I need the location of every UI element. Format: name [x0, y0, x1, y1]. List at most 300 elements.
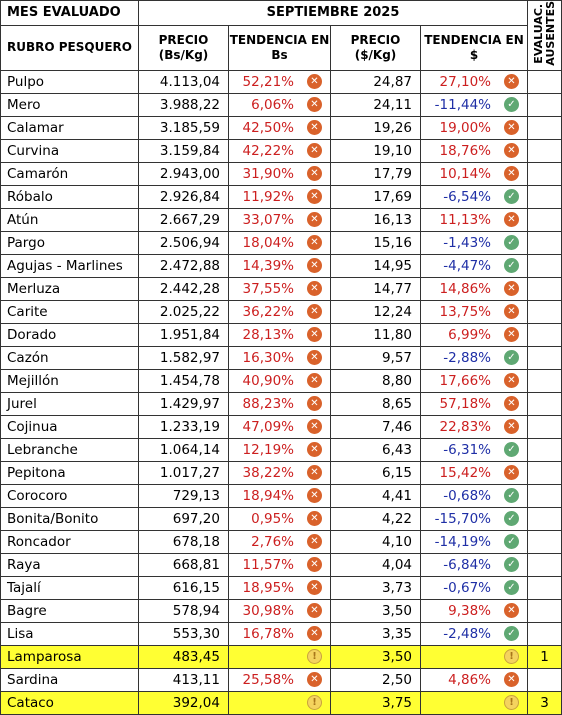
trend-value: 19,00% — [439, 119, 491, 136]
precio-usd: 3,50 — [331, 645, 421, 668]
decrease-check-icon: ✓ — [504, 534, 519, 549]
precio-usd: 19,10 — [331, 139, 421, 162]
increase-x-icon: ✕ — [504, 419, 519, 434]
tendencia-usd — [421, 484, 528, 507]
rubro-name: Dorado — [1, 323, 139, 346]
ausentes-count — [528, 70, 562, 93]
trend-value: -2,88% — [443, 349, 491, 366]
ausentes-count — [528, 300, 562, 323]
precio-bs: 553,30 — [139, 622, 229, 645]
precio-usd: 24,87 — [331, 70, 421, 93]
tendencia-usd — [421, 70, 528, 93]
rubro-name: Lamparosa — [1, 645, 139, 668]
increase-x-icon: ✕ — [504, 212, 519, 227]
decrease-check-icon: ✓ — [504, 626, 519, 641]
increase-x-icon: ✕ — [307, 212, 322, 227]
decrease-check-icon: ✓ — [504, 580, 519, 595]
increase-x-icon: ✕ — [307, 396, 322, 411]
warning-icon: ! — [504, 649, 519, 664]
tendencia-usd — [421, 438, 528, 461]
table-row — [1, 300, 562, 323]
table-row — [1, 139, 562, 162]
ausentes-count — [528, 208, 562, 231]
precio-usd: 4,10 — [331, 530, 421, 553]
trend-value: 52,21% — [242, 73, 294, 90]
increase-x-icon: ✕ — [307, 488, 322, 503]
decrease-check-icon: ✓ — [504, 350, 519, 365]
tendencia-bs — [229, 369, 331, 392]
trend-value: 0,95% — [251, 510, 294, 527]
tendencia-usd — [421, 415, 528, 438]
rubro-name: Mejillón — [1, 369, 139, 392]
trend-value: 40,90% — [242, 372, 294, 389]
tendencia-bs — [229, 645, 331, 668]
trend-value: 18,76% — [439, 142, 491, 159]
precio-usd: 17,69 — [331, 185, 421, 208]
precio-bs: 2.667,29 — [139, 208, 229, 231]
trend-value: -0,67% — [443, 579, 491, 596]
trend-value: 31,90% — [242, 165, 294, 182]
ausentes-count — [528, 507, 562, 530]
precio-usd: 6,15 — [331, 461, 421, 484]
increase-x-icon: ✕ — [504, 281, 519, 296]
precio-usd: 24,11 — [331, 93, 421, 116]
precio-usd: 4,04 — [331, 553, 421, 576]
trend-value: 11,57% — [242, 556, 294, 573]
increase-x-icon: ✕ — [504, 120, 519, 135]
tendencia-bs — [229, 70, 331, 93]
increase-x-icon: ✕ — [307, 327, 322, 342]
trend-value: 2,76% — [251, 533, 294, 550]
precio-bs: 392,04 — [139, 691, 229, 714]
trend-value: 36,22% — [242, 303, 294, 320]
warning-icon: ! — [307, 649, 322, 664]
table-row — [1, 392, 562, 415]
tendencia-usd — [421, 162, 528, 185]
ausentes-count — [528, 346, 562, 369]
precio-bs: 4.113,04 — [139, 70, 229, 93]
rubro-name: Pargo — [1, 231, 139, 254]
increase-x-icon: ✕ — [307, 442, 322, 457]
table-body — [1, 70, 562, 714]
trend-value: 4,86% — [448, 671, 491, 688]
mes-evaluado-label: MES EVALUADO — [1, 1, 139, 26]
precio-bs: 3.159,84 — [139, 139, 229, 162]
tendencia-bs — [229, 553, 331, 576]
precio-bs: 1.064,14 — [139, 438, 229, 461]
increase-x-icon: ✕ — [504, 74, 519, 89]
tendencia-usd — [421, 622, 528, 645]
table-row — [1, 369, 562, 392]
rubro-name: Raya — [1, 553, 139, 576]
increase-x-icon: ✕ — [307, 603, 322, 618]
trend-value: 27,10% — [439, 73, 491, 90]
precio-usd: 3,35 — [331, 622, 421, 645]
decrease-check-icon: ✓ — [504, 235, 519, 250]
rubro-name: Cazón — [1, 346, 139, 369]
trend-value: 18,95% — [242, 579, 294, 596]
trend-value: 16,78% — [242, 625, 294, 642]
ausentes-header — [528, 1, 562, 71]
precio-bs: 1.582,97 — [139, 346, 229, 369]
trend-value: 42,22% — [242, 142, 294, 159]
increase-x-icon: ✕ — [307, 557, 322, 572]
trend-value: -6,54% — [443, 188, 491, 205]
increase-x-icon: ✕ — [307, 258, 322, 273]
table-row — [1, 208, 562, 231]
increase-x-icon: ✕ — [307, 373, 322, 388]
table-row — [1, 461, 562, 484]
increase-x-icon: ✕ — [504, 672, 519, 687]
ausentes-count — [528, 553, 562, 576]
increase-x-icon: ✕ — [504, 465, 519, 480]
increase-x-icon: ✕ — [307, 235, 322, 250]
trend-value: 33,07% — [242, 211, 294, 228]
tendencia-bs — [229, 507, 331, 530]
warning-icon: ! — [504, 695, 519, 710]
precio-bs: 1.951,84 — [139, 323, 229, 346]
rubro-name: Lisa — [1, 622, 139, 645]
tend-usd-header: TENDENCIA EN $ — [421, 25, 528, 70]
increase-x-icon: ✕ — [307, 626, 322, 641]
tendencia-usd — [421, 553, 528, 576]
precio-usd: 3,73 — [331, 576, 421, 599]
tendencia-usd — [421, 392, 528, 415]
rubro-name: Tajalí — [1, 576, 139, 599]
warning-icon: ! — [307, 695, 322, 710]
decrease-check-icon: ✓ — [504, 557, 519, 572]
rubro-name: Lebranche — [1, 438, 139, 461]
tendencia-usd — [421, 461, 528, 484]
rubro-name: Cojinua — [1, 415, 139, 438]
trend-value: 18,04% — [242, 234, 294, 251]
ausentes-count — [528, 599, 562, 622]
precio-bs: 413,11 — [139, 668, 229, 691]
precio-bs: 483,45 — [139, 645, 229, 668]
increase-x-icon: ✕ — [504, 166, 519, 181]
rubro-name: Sardina — [1, 668, 139, 691]
precio-usd: 7,46 — [331, 415, 421, 438]
ausentes-count — [528, 185, 562, 208]
precio-usd: 14,77 — [331, 277, 421, 300]
ausentes-count — [528, 277, 562, 300]
trend-value: 30,98% — [242, 602, 294, 619]
precio-usd: 4,22 — [331, 507, 421, 530]
rubro-name: Pulpo — [1, 70, 139, 93]
ausentes-count — [528, 461, 562, 484]
tendencia-usd — [421, 346, 528, 369]
precio-bs: 616,15 — [139, 576, 229, 599]
table-row — [1, 645, 562, 668]
precio-usd: 9,57 — [331, 346, 421, 369]
tendencia-usd — [421, 599, 528, 622]
precio-usd-header: PRECIO ($/Kg) — [331, 25, 421, 70]
precio-usd: 11,80 — [331, 323, 421, 346]
ausentes-count: 1 — [528, 645, 562, 668]
table-row — [1, 507, 562, 530]
tendencia-usd — [421, 139, 528, 162]
tendencia-bs — [229, 300, 331, 323]
tendencia-bs — [229, 208, 331, 231]
rubro-name: Mero — [1, 93, 139, 116]
tendencia-bs — [229, 231, 331, 254]
tendencia-usd — [421, 668, 528, 691]
tendencia-bs — [229, 392, 331, 415]
increase-x-icon: ✕ — [307, 465, 322, 480]
increase-x-icon: ✕ — [307, 534, 322, 549]
tendencia-usd — [421, 576, 528, 599]
precio-bs: 3.185,59 — [139, 116, 229, 139]
tendencia-bs — [229, 346, 331, 369]
ausentes-count — [528, 622, 562, 645]
table-row — [1, 185, 562, 208]
rubro-name: Calamar — [1, 116, 139, 139]
increase-x-icon: ✕ — [307, 304, 322, 319]
ausentes-count — [528, 116, 562, 139]
ausentes-count — [528, 93, 562, 116]
trend-value: 42,50% — [242, 119, 294, 136]
increase-x-icon: ✕ — [504, 304, 519, 319]
tendencia-usd — [421, 231, 528, 254]
precio-usd: 2,50 — [331, 668, 421, 691]
table-row — [1, 576, 562, 599]
increase-x-icon: ✕ — [307, 74, 322, 89]
trend-value: 14,39% — [242, 257, 294, 274]
increase-x-icon: ✕ — [307, 419, 322, 434]
rubro-name: Corocoro — [1, 484, 139, 507]
ausentes-label: EVALUAC. AUSENTES — [531, 1, 557, 66]
rubro-name: Róbalo — [1, 185, 139, 208]
precio-bs-header: PRECIO (Bs/Kg) — [139, 25, 229, 70]
trend-value: 6,99% — [448, 326, 491, 343]
tendencia-usd — [421, 277, 528, 300]
rubro-name: Cataco — [1, 691, 139, 714]
table-row — [1, 93, 562, 116]
tendencia-usd — [421, 208, 528, 231]
trend-value: 16,30% — [242, 349, 294, 366]
precio-bs: 1.429,97 — [139, 392, 229, 415]
trend-value: 17,66% — [439, 372, 491, 389]
trend-value: 13,75% — [439, 303, 491, 320]
precio-usd: 14,95 — [331, 254, 421, 277]
trend-value: -1,43% — [443, 234, 491, 251]
increase-x-icon: ✕ — [504, 603, 519, 618]
precio-bs: 2.025,22 — [139, 300, 229, 323]
precio-usd: 8,80 — [331, 369, 421, 392]
tendencia-bs — [229, 484, 331, 507]
tendencia-bs — [229, 599, 331, 622]
precio-usd: 3,50 — [331, 599, 421, 622]
precio-usd: 3,75 — [331, 691, 421, 714]
table-row — [1, 70, 562, 93]
trend-value: -4,47% — [443, 257, 491, 274]
precio-usd: 6,43 — [331, 438, 421, 461]
month-label: SEPTIEMBRE 2025 — [139, 1, 528, 26]
ausentes-count — [528, 530, 562, 553]
precio-usd: 8,65 — [331, 392, 421, 415]
trend-value: 6,06% — [251, 96, 294, 113]
tendencia-usd — [421, 300, 528, 323]
trend-value: 47,09% — [242, 418, 294, 435]
increase-x-icon: ✕ — [307, 166, 322, 181]
precio-bs: 2.926,84 — [139, 185, 229, 208]
table-row — [1, 116, 562, 139]
trend-value: 22,83% — [439, 418, 491, 435]
table-row — [1, 162, 562, 185]
precio-usd: 17,79 — [331, 162, 421, 185]
ausentes-count — [528, 139, 562, 162]
precio-bs: 1.233,19 — [139, 415, 229, 438]
trend-value: -14,19% — [434, 533, 491, 550]
increase-x-icon: ✕ — [307, 350, 322, 365]
decrease-check-icon: ✓ — [504, 189, 519, 204]
trend-value: 38,22% — [242, 464, 294, 481]
table-row — [1, 231, 562, 254]
ausentes-count — [528, 369, 562, 392]
rubro-name: Camarón — [1, 162, 139, 185]
tendencia-usd — [421, 507, 528, 530]
precio-bs: 2.943,00 — [139, 162, 229, 185]
tendencia-usd — [421, 645, 528, 668]
increase-x-icon: ✕ — [504, 396, 519, 411]
precio-bs: 578,94 — [139, 599, 229, 622]
tendencia-bs — [229, 415, 331, 438]
trend-value: 88,23% — [242, 395, 294, 412]
precio-bs: 1.454,78 — [139, 369, 229, 392]
increase-x-icon: ✕ — [504, 373, 519, 388]
table-row — [1, 277, 562, 300]
trend-value: -15,70% — [434, 510, 491, 527]
tendencia-bs — [229, 530, 331, 553]
rubro-name: Atún — [1, 208, 139, 231]
precio-bs: 2.472,88 — [139, 254, 229, 277]
tendencia-bs — [229, 185, 331, 208]
trend-value: 18,94% — [242, 487, 294, 504]
tendencia-bs — [229, 93, 331, 116]
tendencia-bs — [229, 277, 331, 300]
table-row — [1, 346, 562, 369]
rubro-name: Merluza — [1, 277, 139, 300]
rubro-name: Roncador — [1, 530, 139, 553]
trend-value: 11,13% — [439, 211, 491, 228]
trend-value: 9,38% — [448, 602, 491, 619]
rubro-name: Pepitona — [1, 461, 139, 484]
precio-bs: 697,20 — [139, 507, 229, 530]
ausentes-count — [528, 231, 562, 254]
ausentes-count — [528, 668, 562, 691]
increase-x-icon: ✕ — [504, 327, 519, 342]
rubro-header: RUBRO PESQUERO — [1, 25, 139, 70]
trend-value: 37,55% — [242, 280, 294, 297]
trend-value: -6,31% — [443, 441, 491, 458]
tend-bs-header: TENDENCIA EN Bs — [229, 25, 331, 70]
table-row — [1, 530, 562, 553]
rubro-name: Curvina — [1, 139, 139, 162]
increase-x-icon: ✕ — [307, 143, 322, 158]
tendencia-bs — [229, 254, 331, 277]
ausentes-count — [528, 254, 562, 277]
tendencia-usd — [421, 369, 528, 392]
trend-value: 12,19% — [242, 441, 294, 458]
tendencia-usd — [421, 530, 528, 553]
table-row — [1, 415, 562, 438]
tendencia-usd — [421, 116, 528, 139]
decrease-check-icon: ✓ — [504, 442, 519, 457]
decrease-check-icon: ✓ — [504, 258, 519, 273]
precio-bs: 729,13 — [139, 484, 229, 507]
tendencia-bs — [229, 461, 331, 484]
ausentes-count — [528, 392, 562, 415]
trend-value: 57,18% — [439, 395, 491, 412]
ausentes-count — [528, 323, 562, 346]
decrease-check-icon: ✓ — [504, 488, 519, 503]
ausentes-count: 3 — [528, 691, 562, 714]
rubro-name: Bonita/Bonito — [1, 507, 139, 530]
ausentes-count — [528, 415, 562, 438]
precio-bs: 1.017,27 — [139, 461, 229, 484]
precio-usd: 4,41 — [331, 484, 421, 507]
tendencia-bs — [229, 668, 331, 691]
increase-x-icon: ✕ — [307, 672, 322, 687]
precio-bs: 2.506,94 — [139, 231, 229, 254]
precio-bs: 668,81 — [139, 553, 229, 576]
precio-bs: 2.442,28 — [139, 277, 229, 300]
table-row — [1, 553, 562, 576]
precio-usd: 15,16 — [331, 231, 421, 254]
precio-bs: 3.988,22 — [139, 93, 229, 116]
tendencia-usd — [421, 185, 528, 208]
increase-x-icon: ✕ — [504, 143, 519, 158]
tendencia-usd — [421, 254, 528, 277]
tendencia-bs — [229, 576, 331, 599]
tendencia-bs — [229, 622, 331, 645]
increase-x-icon: ✕ — [307, 97, 322, 112]
table-row — [1, 484, 562, 507]
increase-x-icon: ✕ — [307, 580, 322, 595]
precio-bs: 678,18 — [139, 530, 229, 553]
tendencia-bs — [229, 438, 331, 461]
table-row — [1, 622, 562, 645]
decrease-check-icon: ✓ — [504, 511, 519, 526]
table-row — [1, 438, 562, 461]
precio-usd: 12,24 — [331, 300, 421, 323]
ausentes-count — [528, 576, 562, 599]
table-row — [1, 323, 562, 346]
trend-value: 28,13% — [242, 326, 294, 343]
rubro-name: Bagre — [1, 599, 139, 622]
tendencia-bs — [229, 116, 331, 139]
precio-usd: 19,26 — [331, 116, 421, 139]
trend-value: 25,58% — [242, 671, 294, 688]
increase-x-icon: ✕ — [307, 511, 322, 526]
tendencia-usd — [421, 323, 528, 346]
rubro-name: Jurel — [1, 392, 139, 415]
table-row — [1, 668, 562, 691]
decrease-check-icon: ✓ — [504, 97, 519, 112]
increase-x-icon: ✕ — [307, 189, 322, 204]
ausentes-count — [528, 484, 562, 507]
rubro-name: Agujas - Marlines — [1, 254, 139, 277]
trend-value: -0,68% — [443, 487, 491, 504]
table-row — [1, 254, 562, 277]
trend-value: 11,92% — [242, 188, 294, 205]
precio-usd: 16,13 — [331, 208, 421, 231]
tendencia-bs — [229, 323, 331, 346]
tendencia-bs — [229, 139, 331, 162]
tendencia-bs — [229, 162, 331, 185]
trend-value: 15,42% — [439, 464, 491, 481]
rubro-name: Carite — [1, 300, 139, 323]
